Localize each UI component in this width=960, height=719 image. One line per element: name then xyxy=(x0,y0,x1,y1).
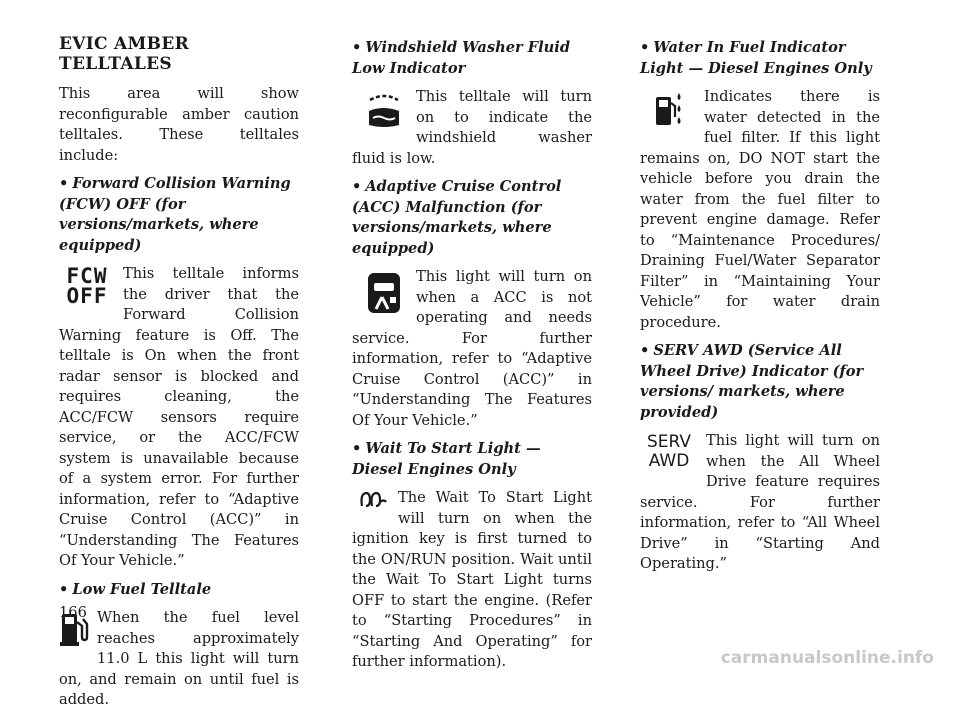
item-fcw-off: FCW OFF This telltale informs the driver that the Forward Collision Warning feature is Off. The telltale is On when the front radar sensor is blocked and requires cleaning, the ACC/FCW sensors require service, or the ACC/FCW system is unavailable because of a system error. For further information, refer to “Adaptive Cruise Control (ACC)” in “Understanding The Features Of Your Vehicle.” xyxy=(59,264,299,569)
item-acc-malfunction: This light will turn on when a ACC is not operating and needs service. For further information, refer to “Adaptive Cruise Control (ACC)” in “Understanding The Features Of Your Vehicle.” xyxy=(352,268,592,429)
section-title: EVIC AMBER TELLTALES xyxy=(59,34,190,74)
item-title-acc-malfunction: • Adaptive Cruise Control (ACC) Malfunction (for versions/markets, where equipped) xyxy=(352,178,562,257)
fcw-off-icon: FCW OFF xyxy=(66,264,108,308)
column-middle xyxy=(352,34,592,681)
item-wait-to-start: The Wait To Start Light will turn on when the ignition key is first turned to the ON/RUN position. Wait until the Wait To Start Light turns OFF to start the engine. (Refer to “Starting Procedures” in “Starting And Operating” for further information). xyxy=(352,489,592,670)
item-water-in-fuel: Indicates there is water detected in the fuel filter. If this light remains on, DO NOT start the vehicle before you drain the water from the fuel filter to prevent engine damage. Refer to “Maintenance Procedures/ Draining Fuel/Water Separator Filter” in “Maintaining Your Vehicle” for water drain procedure. xyxy=(640,88,880,331)
item-title-water-in-fuel: • Water In Fuel Indicator Light — Diesel Engines Only xyxy=(640,39,872,77)
glow-plug-icon xyxy=(358,490,388,517)
item-washer-fluid: This telltale will turn on to indicate the windshield washer fluid is low. xyxy=(352,88,592,167)
serv-awd-icon: SERV AWD xyxy=(646,432,692,471)
watermark-text: carmanualsonline.info xyxy=(720,648,934,668)
acc-malfunction-icon xyxy=(366,271,402,322)
item-title-fcw-off: • Forward Collision Warning (FCW) OFF (for versions/markets, where equipped) xyxy=(59,175,291,254)
item-title-wait-to-start: • Wait To Start Light — Diesel Engines Only xyxy=(352,440,541,478)
water-in-fuel-icon xyxy=(654,91,684,136)
column-left xyxy=(59,34,299,719)
item-title-low-fuel: • Low Fuel Telltale xyxy=(59,580,212,598)
column-right xyxy=(640,34,880,583)
intro-paragraph: This area will show reconfigurable amber caution telltales. These telltales include: xyxy=(59,85,299,164)
item-title-serv-awd: • SERV AWD (Service All Wheel Drive) Indicator (for versions/ markets, where provided) xyxy=(640,342,864,421)
item-serv-awd: SERV AWD This light will turn on when the All Wheel Drive feature requires service. For further information, refer to “All Wheel Drive” in “Starting And Operating.” xyxy=(640,432,880,572)
item-title-washer-fluid: • Windshield Washer Fluid Low Indicator xyxy=(352,39,571,77)
item-low-fuel: When the fuel level reaches approximately 11.0 L this light will turn on, and remain on until fuel is added. xyxy=(59,609,299,708)
washer-fluid-icon xyxy=(366,91,402,138)
page-number: 166 xyxy=(59,604,87,621)
